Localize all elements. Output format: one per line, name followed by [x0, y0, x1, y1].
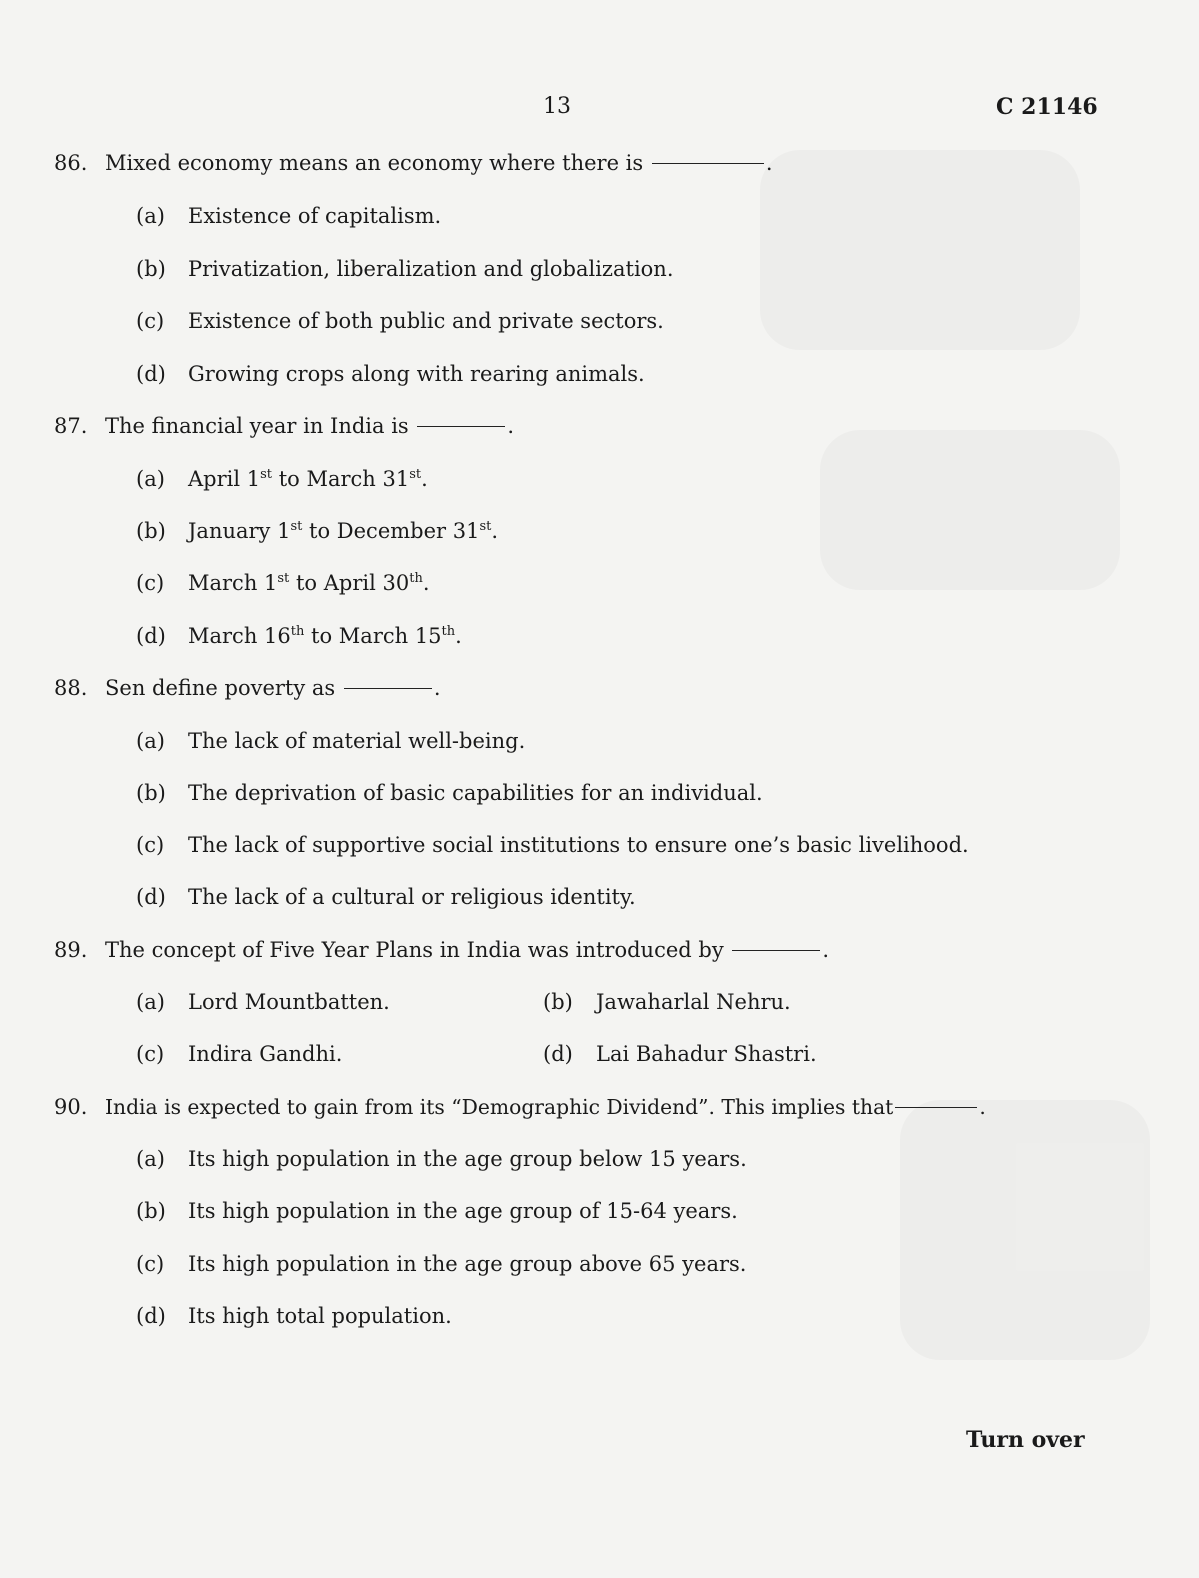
option-text: Lord Mountbatten. — [188, 990, 390, 1014]
ordinal-suffix: st — [277, 571, 290, 586]
show-through-shadow — [900, 1100, 1150, 1360]
question-stem: The concept of Five Year Plans in India was introduced by — [105, 938, 724, 962]
question-end: . — [433, 676, 441, 700]
option-text: The lack of material well-being. — [188, 729, 526, 753]
ordinal-suffix: st — [409, 467, 422, 482]
answer-blank — [732, 950, 820, 951]
option-text — [188, 570, 430, 596]
option-text — [188, 518, 498, 544]
date-end: to April 30 — [289, 571, 410, 595]
period: . — [455, 624, 462, 648]
date-start: April 1 — [188, 467, 261, 491]
option-text: Growing crops along with rearing animals. — [188, 362, 645, 386]
answer-blank — [652, 163, 764, 164]
option-text: Privatization, liberalization and globalization. — [188, 257, 674, 281]
ordinal-suffix: st — [260, 467, 273, 482]
date-start: March 1 — [188, 571, 278, 595]
option-text: Its high population in the age group below 15 years. — [188, 1147, 747, 1171]
show-through-shadow — [760, 150, 1080, 350]
option-label: (a) — [136, 729, 165, 753]
period: . — [422, 571, 430, 595]
turn-over-note: Turn over — [966, 1427, 1085, 1453]
question-end: . — [822, 938, 830, 962]
date-end: to March 31 — [272, 467, 410, 491]
option-text: Lai Bahadur Shastri. — [596, 1042, 817, 1066]
option-label: (c) — [136, 1252, 165, 1276]
option-label: (d) — [543, 1042, 573, 1066]
option-label: (c) — [136, 833, 165, 857]
option-text: The deprivation of basic capabilities for an individual. — [188, 781, 763, 805]
option-label: (d) — [136, 885, 166, 909]
page-number: 13 — [543, 94, 571, 119]
question-text — [105, 675, 441, 701]
option-text — [188, 466, 428, 492]
option-label: (a) — [136, 467, 165, 491]
question-stem: India is expected to gain from its “Demographic Dividend”. This implies that — [105, 1095, 894, 1119]
option-label: (b) — [136, 1199, 166, 1223]
date-start: March 16 — [188, 624, 291, 648]
option-label: (a) — [136, 1147, 165, 1171]
option-label: (b) — [543, 990, 573, 1014]
period: . — [421, 467, 428, 491]
date-end: to December 31 — [302, 519, 480, 543]
option-label: (a) — [136, 990, 165, 1014]
date-end: to March 15 — [304, 624, 442, 648]
question-text — [105, 937, 829, 963]
question-text — [105, 413, 514, 439]
option-label: (d) — [136, 362, 166, 386]
option-text: Existence of capitalism. — [188, 204, 442, 228]
ordinal-suffix: st — [479, 519, 492, 534]
ordinal-suffix: st — [290, 519, 303, 534]
option-text: Its high population in the age group of 15-64 years. — [188, 1199, 738, 1223]
answer-blank — [895, 1107, 977, 1108]
question-end: . — [765, 151, 773, 175]
option-label: (b) — [136, 781, 166, 805]
option-label: (a) — [136, 204, 165, 228]
option-label: (d) — [136, 624, 166, 648]
question-number: 88. — [54, 676, 88, 700]
show-through-shadow — [820, 430, 1120, 590]
question-text — [105, 150, 773, 176]
option-label: (c) — [136, 1042, 165, 1066]
option-label: (b) — [136, 257, 166, 281]
period: . — [491, 519, 499, 543]
option-label: (d) — [136, 1304, 166, 1328]
option-text: Its high total population. — [188, 1304, 452, 1328]
question-number: 87. — [54, 414, 88, 438]
option-text: Its high population in the age group above 65 years. — [188, 1252, 747, 1276]
question-text — [105, 1094, 986, 1120]
paper-code: C 21146 — [996, 94, 1098, 120]
option-label: (b) — [136, 519, 166, 543]
date-start: January 1 — [188, 519, 291, 543]
question-number: 89. — [54, 938, 88, 962]
option-text: The lack of supportive social institutions to ensure one’s basic livelihood. — [188, 833, 969, 857]
option-text: Jawaharlal Nehru. — [596, 990, 791, 1014]
option-text: Existence of both public and private sectors. — [188, 309, 664, 333]
question-number: 90. — [54, 1095, 88, 1119]
option-text: Indira Gandhi. — [188, 1042, 343, 1066]
option-label: (c) — [136, 309, 165, 333]
option-text: The lack of a cultural or religious identity. — [188, 885, 636, 909]
ordinal-suffix: th — [290, 624, 305, 639]
question-stem: Mixed economy means an economy where there is — [105, 151, 644, 175]
question-stem: Sen define poverty as — [105, 676, 336, 700]
question-stem: The financial year in India is — [105, 414, 409, 438]
question-end: . — [507, 414, 515, 438]
ordinal-suffix: th — [409, 571, 423, 586]
question-number: 86. — [54, 151, 88, 175]
answer-blank — [344, 688, 432, 689]
question-end: . — [979, 1095, 986, 1119]
ordinal-suffix: th — [441, 624, 456, 639]
option-label: (c) — [136, 571, 165, 595]
option-text — [188, 623, 462, 649]
answer-blank — [417, 426, 505, 427]
